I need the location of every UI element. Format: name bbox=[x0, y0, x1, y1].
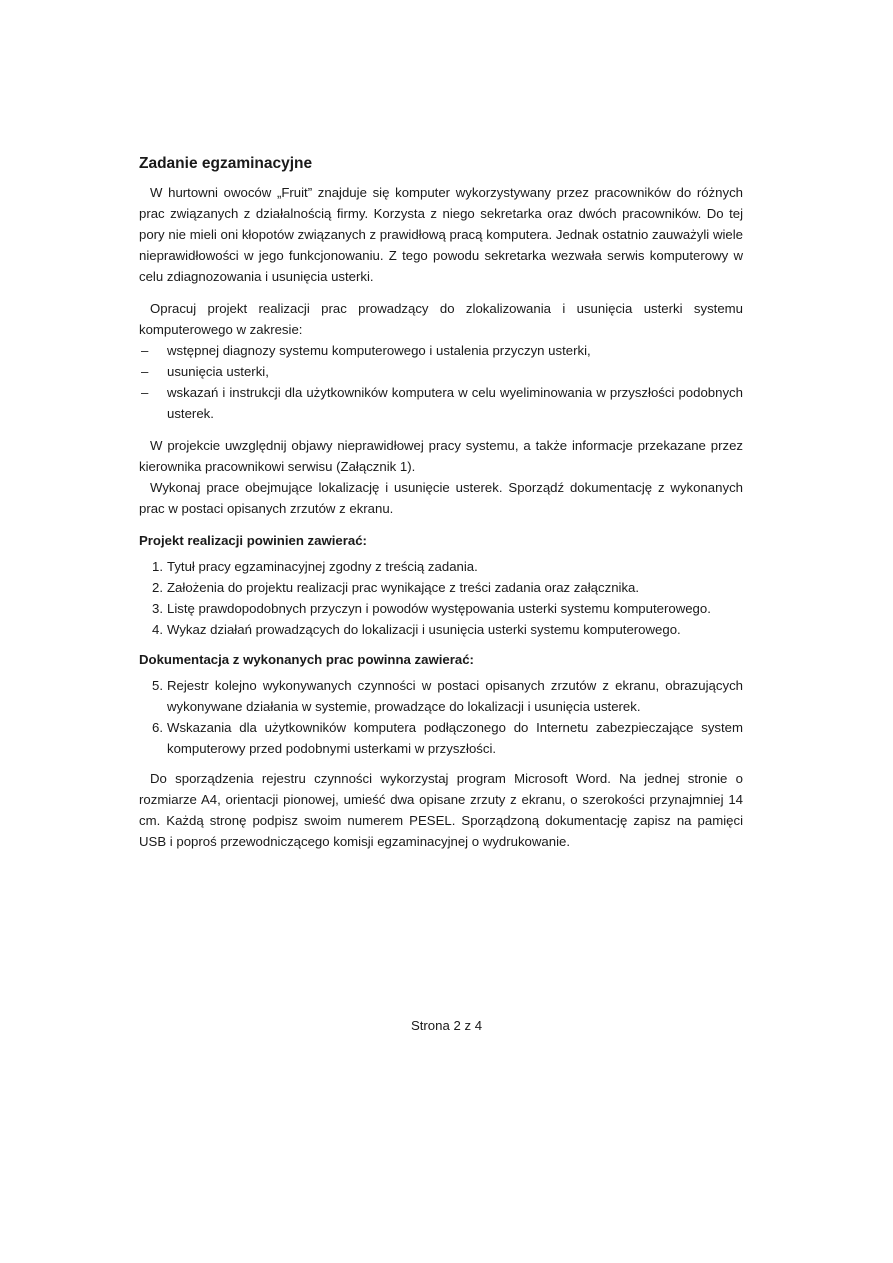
project-list bbox=[139, 556, 743, 640]
project-list-item bbox=[139, 598, 743, 619]
documentation-list-item bbox=[139, 717, 743, 759]
documentation-list-item bbox=[139, 675, 743, 717]
scope-item-text: usunięcia usterki, bbox=[167, 364, 269, 379]
project-item-text: Założenia do projektu realizacji prac wynikające z treści zadania oraz załącznika. bbox=[167, 580, 640, 595]
documentation-heading: Dokumentacja z wykonanych prac powinna zawierać: bbox=[139, 652, 474, 667]
project-item-text: Wykaz działań prowadzących do lokalizacji i usunięcia usterki systemu komputerowego. bbox=[167, 622, 681, 637]
dash-bullet: – bbox=[141, 364, 149, 379]
project-heading: Projekt realizacji powinien zawierać: bbox=[139, 533, 367, 548]
item-number: 2. bbox=[152, 580, 163, 595]
dash-bullet: – bbox=[141, 385, 149, 400]
project-note-paragraph: W projekcie uwzględnij objawy nieprawidłowej pracy systemu, a także informacje przekazane przez kierownika pracownikowi serwisu (Załącznik 1). bbox=[139, 438, 743, 474]
project-list-item bbox=[139, 619, 743, 640]
item-number: 5. bbox=[152, 678, 163, 693]
scope-list bbox=[139, 340, 743, 424]
documentation-item-text: Rejestr kolejno wykonywanych czynności w postaci opisanych zrzutów z ekranu, obrazujących wykonywane działania w systemie, prowadzące do lokalizacji i usunięcia usterek. bbox=[167, 678, 743, 714]
dash-bullet: – bbox=[141, 343, 149, 358]
documentation-list bbox=[139, 675, 743, 759]
scope-list-item bbox=[139, 340, 743, 361]
item-number: 3. bbox=[152, 601, 163, 616]
scope-item-text: wskazań i instrukcji dla użytkowników komputera w celu wyeliminowania w przyszłości podobnych usterek. bbox=[167, 385, 743, 421]
item-number: 4. bbox=[152, 622, 163, 637]
documentation-item-text: Wskazania dla użytkowników komputera podłączonego do Internetu zabezpieczające system komputerowy przed podobnymi usterkami w przyszłości. bbox=[167, 720, 743, 756]
closing-paragraph: Do sporządzenia rejestru czynności wykorzystaj program Microsoft Word. Na jednej stronie o rozmiarze A4, orientacji pionowej, umieść dwa opisane zrzuty z ekranu, o szerokości przynajmniej 14 cm. Każdą stronę podpisz swoim numerem PESEL. Sporządzoną dokumentację zapisz na pamięci USB i poproś przewodniczącego komisji egzaminacyjnej o wydrukowanie. bbox=[139, 771, 743, 849]
item-number: 6. bbox=[152, 720, 163, 735]
document-page bbox=[139, 154, 743, 863]
scope-list-item bbox=[139, 361, 743, 382]
page-number-footer: Strona 2 z 4 bbox=[410, 1018, 483, 1033]
task-intro-paragraph: Opracuj projekt realizacji prac prowadzący do zlokalizowania i usunięcia usterki systemu komputerowego w zakresie: bbox=[139, 301, 743, 337]
scope-list-item bbox=[139, 382, 743, 424]
item-number: 1. bbox=[152, 559, 163, 574]
page-title: Zadanie egzaminacyjne bbox=[139, 155, 313, 172]
intro-paragraph: W hurtowni owoców „Fruit” znajduje się komputer wykorzystywany przez pracowników do różnych prac związanych z działalnością firmy. Korzysta z niego sekretarka oraz dwóch pracowników. Do tej pory nie mieli oni kłopotów związanych z prawidłową pracą komputera. Jednak ostatnio zauważyli wiele nieprawidłowości w jego funkcjonowaniu. Z tego powodu sekretarka wezwała serwis komputerowy w celu zdiagnozowania i usunięcia usterki. bbox=[139, 185, 743, 284]
work-note-paragraph: Wykonaj prace obejmujące lokalizację i usunięcie usterek. Sporządź dokumentację z wykonanych prac w postaci opisanych zrzutów z ekranu. bbox=[139, 480, 743, 516]
project-list-item bbox=[139, 556, 743, 577]
project-item-text: Listę prawdopodobnych przyczyn i powodów występowania usterki systemu komputerowego. bbox=[167, 601, 711, 616]
scope-item-text: wstępnej diagnozy systemu komputerowego i ustalenia przyczyn usterki, bbox=[167, 343, 591, 358]
project-item-text: Tytuł pracy egzaminacyjnej zgodny z treścią zadania. bbox=[167, 559, 478, 574]
project-list-item bbox=[139, 577, 743, 598]
